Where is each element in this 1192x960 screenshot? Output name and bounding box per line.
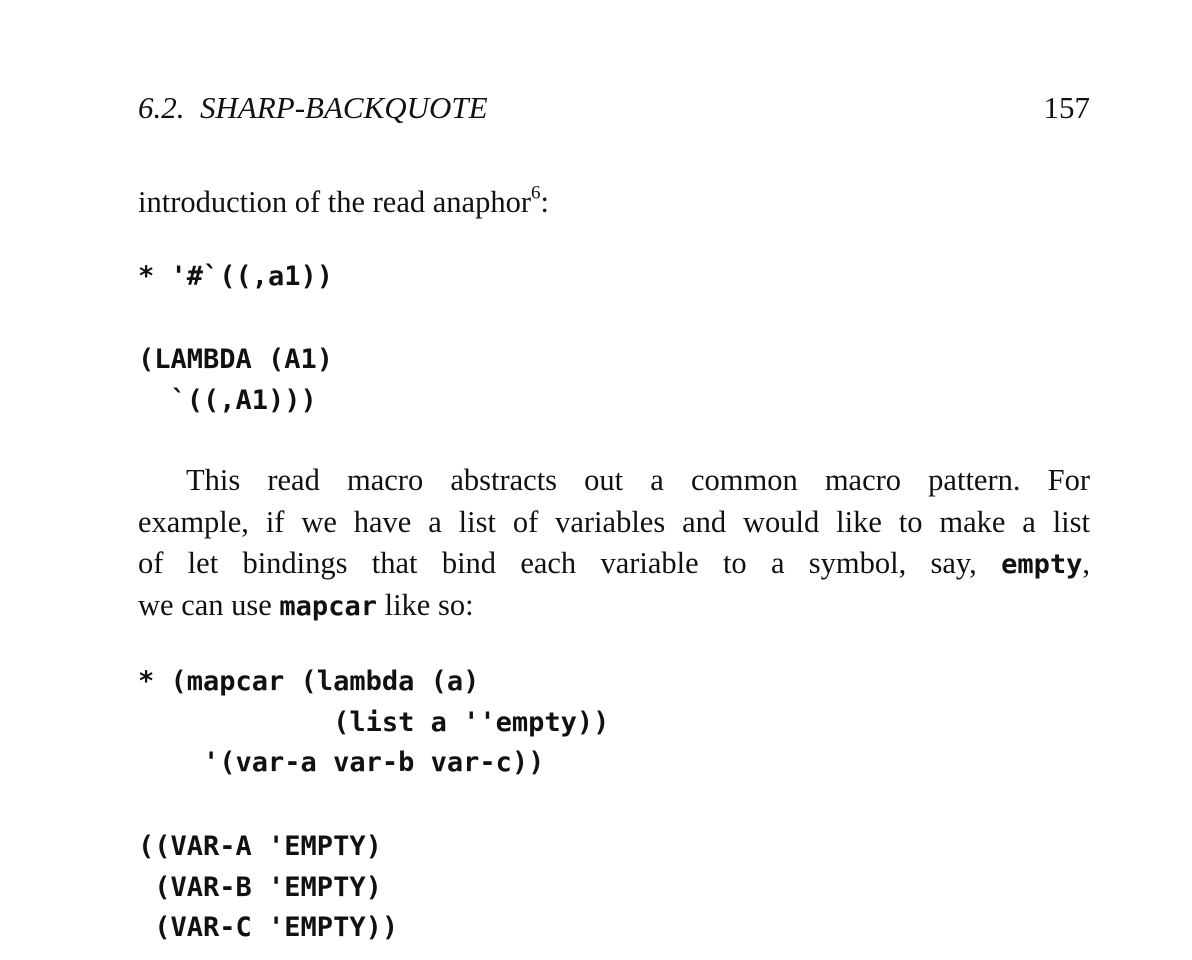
paragraph-text: like so: <box>376 587 474 622</box>
code-block-output-bindings <box>138 827 398 949</box>
code-line: * '#`((,a1)) <box>138 261 334 292</box>
inline-code-mapcar: mapcar <box>279 590 377 622</box>
paragraph-text: , <box>1082 546 1090 580</box>
footnote-marker: 6 <box>530 182 541 204</box>
intro-colon: : <box>540 185 549 219</box>
paragraph-line: This read macro abstracts out a common macro pattern. For <box>186 463 1090 497</box>
code-block-input-mapcar <box>138 662 609 784</box>
paragraph-line <box>138 543 1090 585</box>
code-line: (VAR-C 'EMPTY)) <box>138 912 399 943</box>
code-line: '(var-a var-b var-c)) <box>138 747 545 778</box>
code-block-input-sharp-backquote <box>138 257 333 298</box>
paragraph-text: of let bindings that bind each variable to a symbol, say, <box>138 546 1002 580</box>
code-line: (list a ''empty)) <box>138 706 610 738</box>
intro-line <box>138 180 549 224</box>
paragraph-text: we can use <box>138 587 280 622</box>
inline-code-empty: empty <box>1001 549 1083 580</box>
page-number: 157 <box>1043 90 1090 125</box>
code-line: (VAR-B 'EMPTY) <box>138 871 382 903</box>
code-line: `((,A1))) <box>138 384 317 416</box>
running-head <box>138 86 1090 130</box>
body-paragraph <box>138 460 1090 626</box>
paragraph-line <box>138 585 1090 627</box>
paragraph-line: example, if we have a list of variables and would like to make a list <box>138 504 1090 539</box>
section-title: 6.2. SHARP-BACKQUOTE <box>138 90 488 125</box>
code-line: (LAMBDA (A1) <box>138 344 334 375</box>
code-block-output-lambda <box>138 340 333 421</box>
code-line: * (mapcar (lambda (a) <box>138 666 480 697</box>
intro-text: introduction of the read anaphor <box>138 185 531 219</box>
code-line: ((VAR-A 'EMPTY) <box>138 831 382 862</box>
